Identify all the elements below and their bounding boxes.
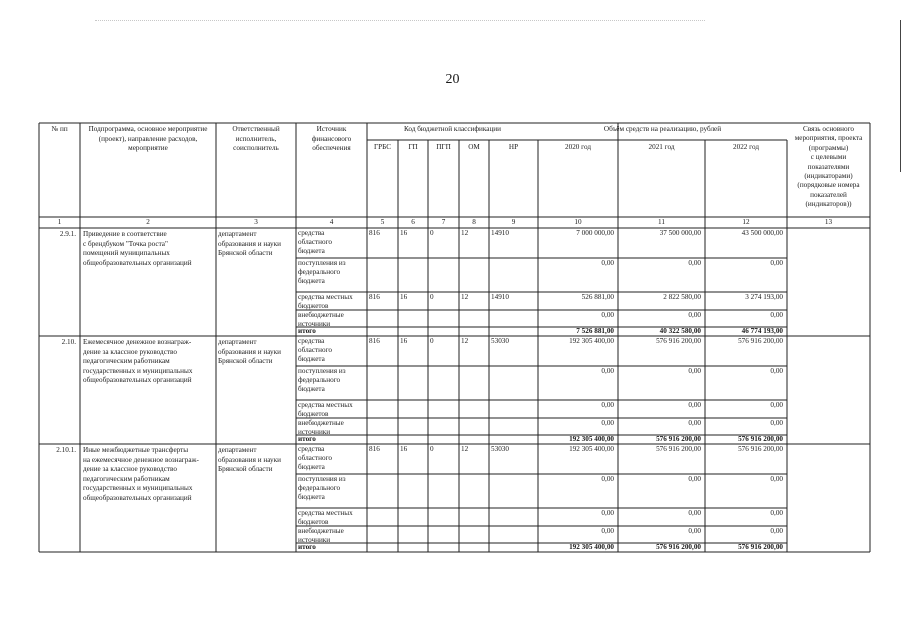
row-value: 0,00 [601, 311, 614, 319]
header-budget-code: Код бюджетной классификации [404, 125, 501, 133]
row-source-label: источники [298, 428, 331, 436]
row-value: 0,00 [601, 509, 614, 517]
row-code: 14910 [491, 229, 509, 237]
section-name: общеобразовательных организаций [83, 376, 192, 385]
row-value: 0,00 [688, 475, 701, 483]
section-number: 2.10.1. [56, 446, 76, 454]
row-code: 12 [461, 229, 469, 237]
row-value: 0,00 [688, 509, 701, 517]
row-value: 0,00 [688, 401, 701, 409]
header-link: (индикаторов)) [805, 200, 852, 209]
column-number: 6 [411, 218, 415, 226]
header-num: № пп [51, 125, 68, 133]
header-source: финансового [311, 134, 352, 143]
section-executor: образования и науки [218, 347, 281, 356]
row-source-label: итого [298, 327, 316, 335]
row-code: 0 [430, 337, 434, 345]
row-source-label: средства [298, 337, 325, 345]
row-value: 576 916 200,00 [738, 337, 783, 345]
row-value: 0,00 [770, 259, 783, 267]
header-code-col: ГП [408, 143, 418, 151]
section-name: педагогическим работникам [83, 474, 170, 483]
row-code: 12 [461, 445, 469, 453]
row-source-label: бюджетов [298, 302, 329, 310]
section-executor: департамент [218, 446, 257, 454]
row-source-label: бюджета [298, 463, 325, 471]
section-name: государственных и муниципальных [83, 484, 193, 493]
row-code: 816 [369, 229, 380, 237]
header-year: 2022 год [733, 143, 759, 151]
row-value: 37 500 000,00 [659, 229, 701, 237]
header-code-col: НР [508, 143, 519, 151]
row-value: 40 322 580,00 [659, 327, 701, 335]
row-value: 0,00 [601, 367, 614, 375]
column-number: 1 [57, 218, 62, 226]
row-source-label: средства местных [298, 509, 353, 517]
row-value: 576 916 200,00 [656, 445, 701, 453]
row-source-label: внебюджетные [298, 419, 344, 427]
row-source-label: федерального [298, 484, 341, 492]
row-value: 7 526 881,00 [576, 327, 614, 335]
row-value: 0,00 [770, 311, 783, 319]
header-subprogram: (проект), направление расходов, [98, 134, 198, 143]
header-link: (программы) [808, 143, 849, 152]
row-value: 0,00 [770, 475, 783, 483]
row-source-label: бюджета [298, 385, 325, 393]
row-source-label: поступления из [298, 475, 346, 483]
row-source-label: федерального [298, 376, 341, 384]
section-number: 2.10. [61, 338, 76, 346]
row-code: 14910 [491, 293, 509, 301]
row-source-label: внебюджетные [298, 527, 344, 535]
section-name: дение за классное руководство [83, 465, 177, 474]
row-source-label: бюджета [298, 355, 325, 363]
row-value: 576 916 200,00 [738, 435, 783, 443]
header-link: Связь основного [803, 125, 854, 133]
header-source: обеспечения [312, 144, 351, 153]
row-value: 46 774 193,00 [741, 327, 783, 335]
row-value: 0,00 [688, 419, 701, 427]
row-value: 0,00 [770, 401, 783, 409]
section-executor: Брянской области [218, 465, 273, 474]
header-link: показателями [807, 162, 850, 171]
row-code: 16 [400, 337, 408, 345]
row-source-label: поступления из [298, 367, 346, 375]
section-name: Иные межбюджетные трансферты [83, 446, 189, 454]
section-name: помещений муниципальных [83, 249, 170, 258]
scan-dotted-line [95, 20, 705, 21]
header-link: с целевыми [810, 153, 847, 162]
row-source-label: источники [298, 536, 331, 544]
row-source-label: областного [298, 454, 332, 462]
row-value: 0,00 [688, 367, 701, 375]
row-code: 12 [461, 337, 469, 345]
row-value: 2 822 580,00 [663, 293, 701, 301]
row-value: 0,00 [770, 527, 783, 535]
section-executor: Брянской области [218, 357, 273, 366]
row-code: 53030 [491, 337, 509, 345]
row-value: 3 274 193,00 [745, 293, 783, 301]
column-number: 7 [441, 218, 446, 226]
header-year: 2021 год [648, 143, 675, 151]
row-value: 192 305 400,00 [569, 337, 614, 345]
header-code-col: ПГП [436, 143, 451, 151]
header-link: мероприятия, проекта [794, 134, 863, 143]
column-number: 8 [472, 218, 476, 226]
column-number: 13 [824, 218, 833, 226]
row-source-label: средства местных [298, 293, 353, 301]
row-value: 0,00 [601, 419, 614, 427]
column-number: 4 [329, 218, 334, 226]
header-code-col: ГРБС [373, 143, 392, 151]
row-source-label: бюджетов [298, 410, 329, 418]
row-value: 0,00 [601, 259, 614, 267]
header-subprogram: Подпрограмма, основное мероприятие [88, 125, 208, 133]
row-value: 0,00 [601, 475, 614, 483]
row-value: 7 000 000,00 [576, 229, 614, 237]
header-funding: Объём средств на реализацию, рублей [603, 125, 722, 133]
header-link: (индикаторами) [804, 172, 853, 180]
row-source-label: бюджета [298, 247, 325, 255]
row-value: 576 916 200,00 [656, 337, 701, 345]
header-link: (порядковые номера [797, 181, 860, 190]
header-executor: Ответственный [232, 125, 280, 133]
row-value: 0,00 [688, 311, 701, 319]
row-value: 576 916 200,00 [656, 435, 701, 443]
section-name: общеобразовательных организаций [83, 494, 192, 502]
section-executor: департамент [218, 338, 257, 346]
row-code: 16 [400, 293, 408, 301]
column-number: 11 [658, 218, 665, 226]
header-source: Источник [316, 125, 347, 133]
row-code: 816 [369, 293, 380, 301]
column-number: 10 [574, 218, 582, 226]
header-executor: соисполнитель [233, 144, 279, 153]
page-number: 20 [445, 72, 460, 87]
section-executor: образования и науки [218, 239, 281, 248]
scan-edge-line [900, 20, 901, 172]
section-name: педагогическим работникам [83, 357, 170, 366]
row-source-label: итого [298, 435, 316, 443]
row-source-label: федерального [298, 268, 341, 276]
row-source-label: средства [298, 445, 325, 453]
row-value: 192 305 400,00 [569, 543, 614, 551]
row-value: 0,00 [688, 259, 701, 267]
row-code: 816 [369, 445, 380, 453]
row-code: 0 [430, 445, 434, 453]
header-subprogram: мероприятие [128, 144, 168, 153]
row-value: 576 916 200,00 [738, 445, 783, 453]
section-name: Приведение в соответствие [83, 230, 167, 238]
column-number: 9 [511, 218, 516, 226]
row-value: 0,00 [601, 401, 614, 409]
row-code: 16 [400, 445, 408, 453]
row-source-label: средства местных [298, 401, 353, 409]
section-name: общеобразовательных организаций [83, 258, 192, 267]
row-source-label: итого [298, 543, 316, 551]
header-executor: исполнитель, [235, 134, 277, 143]
row-value: 43 500 000,00 [741, 229, 783, 237]
header-code-col: ОМ [468, 143, 480, 151]
row-value: 0,00 [770, 509, 783, 517]
row-value: 526 881,00 [581, 293, 614, 301]
column-number: 3 [254, 218, 258, 226]
row-source-label: источники [298, 320, 331, 328]
row-source-label: бюджета [298, 493, 325, 501]
row-source-label: областного [298, 238, 332, 246]
section-name: на ежемесячное денежное вознаграж- [83, 455, 199, 464]
row-code: 816 [369, 337, 380, 345]
row-source-label: поступления из [298, 259, 346, 267]
column-number: 2 [146, 218, 150, 226]
row-code: 0 [430, 293, 434, 301]
row-value: 0,00 [688, 527, 701, 535]
row-source-label: бюджета [298, 277, 325, 285]
row-source-label: областного [298, 346, 332, 354]
header-link: показателей [810, 190, 847, 199]
row-value: 0,00 [770, 419, 783, 427]
section-executor: департамент [218, 230, 257, 238]
row-code: 0 [430, 229, 434, 237]
row-value: 192 305 400,00 [569, 435, 614, 443]
row-value: 0,00 [770, 367, 783, 375]
section-name: Ежемесячное денежное вознаграж- [83, 338, 192, 346]
section-executor: образования и науки [218, 455, 281, 464]
row-code: 16 [400, 229, 408, 237]
header-year: 2020 год [565, 143, 591, 151]
row-source-label: внебюджетные [298, 311, 344, 319]
row-code: 53030 [491, 445, 509, 453]
column-number: 12 [742, 218, 750, 226]
row-source-label: бюджетов [298, 518, 329, 526]
section-name: дение за классное руководство [83, 347, 177, 356]
row-code: 12 [461, 293, 469, 301]
row-value: 576 916 200,00 [656, 543, 701, 551]
section-executor: Брянской области [218, 249, 273, 258]
row-source-label: средства [298, 229, 325, 237]
section-number: 2.9.1. [59, 230, 76, 238]
column-number: 5 [380, 218, 385, 226]
row-value: 0,00 [601, 527, 614, 535]
section-name: с брендбуком "Точка роста" [83, 239, 168, 248]
row-value: 576 916 200,00 [738, 543, 783, 551]
row-value: 192 305 400,00 [569, 445, 614, 453]
section-name: государственных и муниципальных [83, 366, 193, 375]
